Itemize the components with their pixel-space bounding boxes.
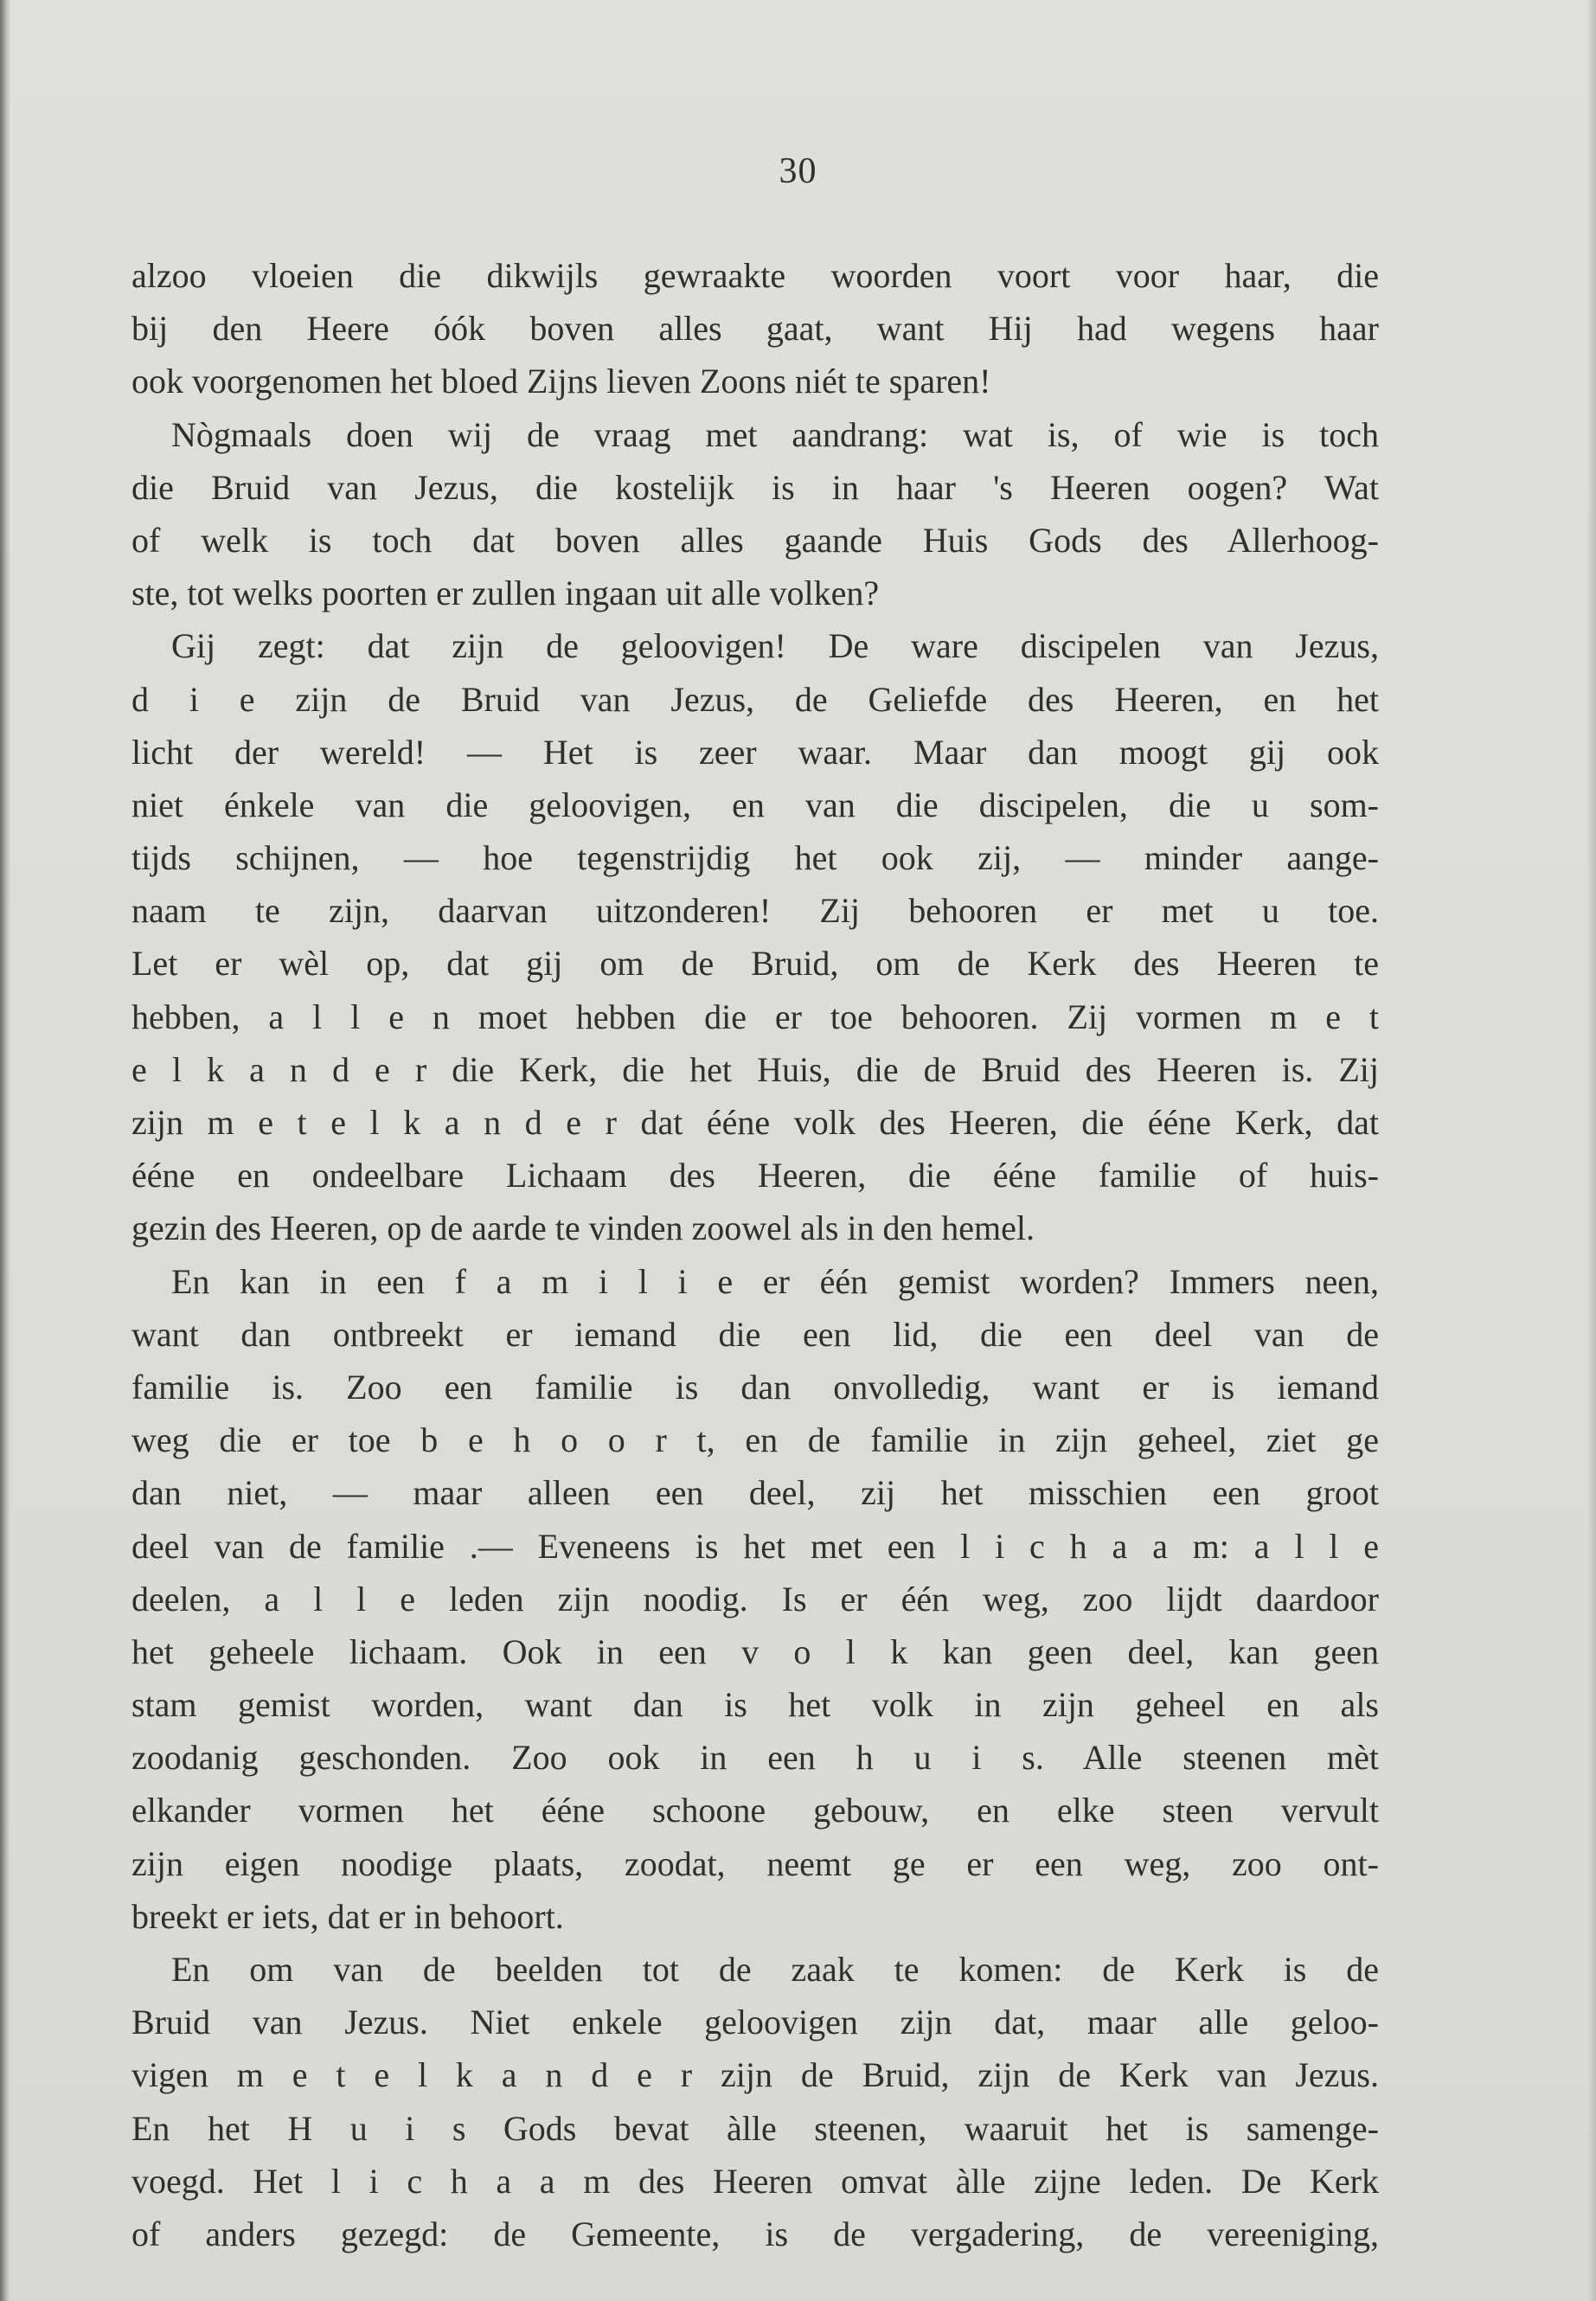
page-left-edge	[0, 0, 10, 2301]
text-line: licht der wereld! — Het is zeer waar. Maar dan moogt gij ook	[131, 732, 1379, 772]
text-line: ook voorgenomen het bloed Zijns lieven Zoons niét te sparen!	[131, 362, 991, 401]
body-text	[131, 249, 1379, 2260]
text-line: stam gemist worden, want dan is het volk in zijn geheel en als	[131, 1685, 1379, 1725]
text-line: ééne en ondeelbare Lichaam des Heeren, die ééne familie of huis-	[131, 1156, 1379, 1195]
text-line: Nògmaals doen wij de vraag met aandrang: wat is, of wie is toch	[171, 414, 1379, 454]
text-line: Gij zegt: dat zijn de geloovigen! De ware discipelen van Jezus,	[171, 626, 1379, 666]
text-line: of welk is toch dat boven alles gaande Huis Gods des Allerhoog-	[131, 520, 1379, 560]
text-line: deelen, a l l e leden zijn noodig. Is er één weg, zoo lijdt daardoor	[131, 1579, 1379, 1618]
text-line: zijn m e t e l k a n d e r dat ééne volk des Heeren, die ééne Kerk, dat	[131, 1103, 1379, 1142]
text-line: niet énkele van die geloovigen, en van die discipelen, die u som-	[131, 785, 1379, 824]
text-line: e l k a n d e r die Kerk, die het Huis, die de Bruid des Heeren is. Zij	[131, 1049, 1379, 1089]
text-line: het geheele lichaam. Ook in een v o l k kan geen deel, kan geen	[131, 1631, 1379, 1671]
text-line: of anders gezegd: de Gemeente, is de vergadering, de vereeniging,	[131, 2214, 1379, 2253]
page-right-edge	[1587, 0, 1596, 2301]
text-line: deel van de familie .— Eveneens is het met een l i c h a a m: a l l e	[131, 1526, 1379, 1566]
text-line: die Bruid van Jezus, die kostelijk is in haar 's Heeren oogen? Wat	[131, 467, 1379, 507]
text-line: weg die er toe b e h o o r t, en de familie in zijn geheel, ziet ge	[131, 1420, 1379, 1460]
text-line: bij den Heere óók boven alles gaat, want Hij had wegens haar	[131, 309, 1379, 349]
text-line: d i e zijn de Bruid van Jezus, de Geliefde des Heeren, en het	[131, 679, 1379, 719]
text-line: elkander vormen het ééne schoone gebouw, en elke steen vervult	[131, 1791, 1379, 1830]
text-line: hebben, a l l e n moet hebben die er toe behooren. Zij vormen m e t	[131, 997, 1379, 1036]
text-line: ste, tot welks poorten er zullen ingaan uit alle volken?	[131, 574, 880, 613]
text-line: En om van de beelden tot de zaak te komen: de Kerk is de	[171, 1950, 1379, 1989]
text-line: naam te zijn, daarvan uitzonderen! Zij behooren er met u toe.	[131, 891, 1379, 931]
text-line: want dan ontbreekt er iemand die een lid, die een deel van de	[131, 1314, 1379, 1354]
text-line: tijds schijnen, — hoe tegenstrijdig het ook zij, — minder aange-	[131, 838, 1379, 878]
text-line: zoodanig geschonden. Zoo ook in een h u i s. Alle steenen mèt	[131, 1738, 1379, 1778]
text-line: breekt er iets, dat er in behoort.	[131, 1896, 564, 1936]
text-line: Let er wèl op, dat gij om de Bruid, om de Kerk des Heeren te	[131, 944, 1379, 984]
text-line: En kan in een f a m i l i e er één gemist worden? Immers neen,	[171, 1261, 1379, 1301]
text-line: gezin des Heeren, op de aarde te vinden zoowel als in den hemel.	[131, 1208, 1035, 1248]
text-line: zijn eigen noodige plaats, zoodat, neemt ge er een weg, zoo ont-	[131, 1843, 1379, 1883]
text-line: familie is. Zoo een familie is dan onvolledig, want er is iemand	[131, 1367, 1379, 1407]
text-line: En het H u i s Gods bevat àlle steenen, waaruit het is samenge-	[131, 2108, 1379, 2148]
text-line: Bruid van Jezus. Niet enkele geloovigen zijn dat, maar alle geloo-	[131, 2003, 1379, 2042]
text-line: vigen m e t e l k a n d e r zijn de Bruid, zijn de Kerk van Jezus.	[131, 2055, 1379, 2095]
text-line: dan niet, — maar alleen een deel, zij het misschien een groot	[131, 1473, 1379, 1513]
text-line: voegd. Het l i c h a a m des Heeren omvat àlle zijne leden. De Kerk	[131, 2161, 1379, 2201]
page-number: 30	[779, 151, 817, 191]
text-line: alzoo vloeien die dikwijls gewraakte woorden voort voor haar, die	[131, 256, 1379, 295]
